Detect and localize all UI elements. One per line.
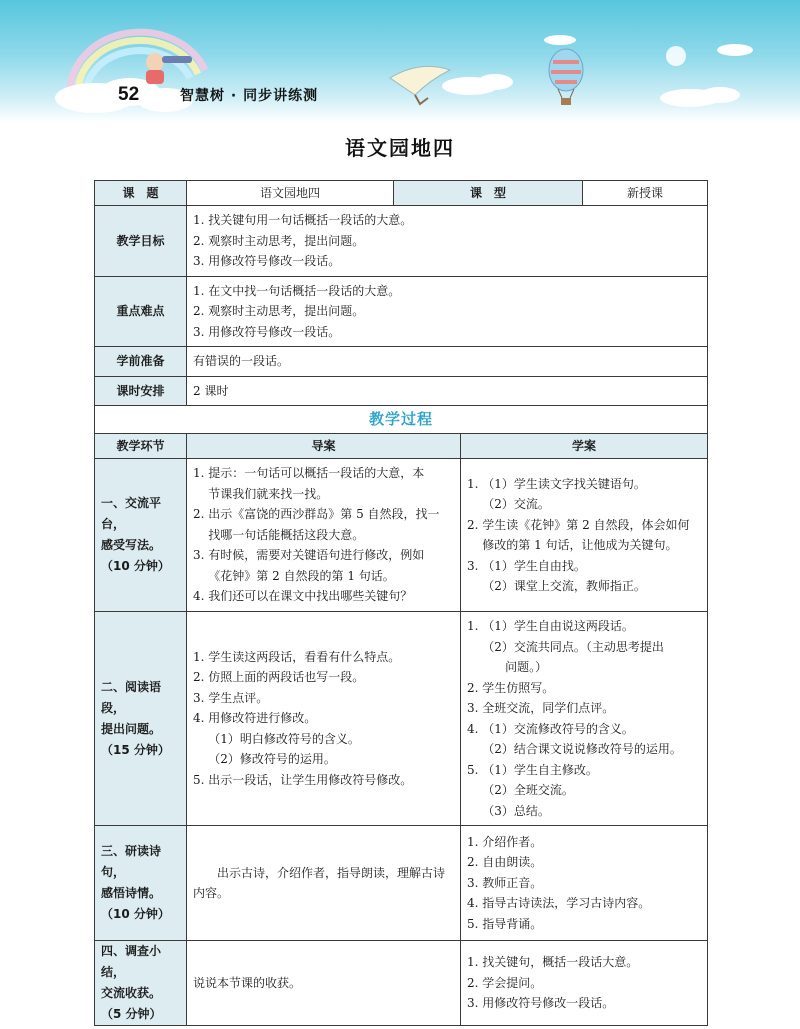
goals-list bbox=[187, 206, 708, 277]
process-title: 教学过程 bbox=[95, 406, 708, 434]
stage-row bbox=[95, 459, 708, 612]
study-cell bbox=[461, 459, 708, 612]
guide-line: 《花钟》第 2 自然段的第 1 句话。 bbox=[193, 568, 395, 583]
stage-subtitle: 感受写法。 bbox=[101, 538, 162, 552]
guide-line: 1. 提示：一句话可以概括一段话的大意，本 bbox=[193, 466, 425, 481]
study-line: （2）交流。 bbox=[467, 497, 550, 511]
study-line: （2）全班交流。 bbox=[467, 783, 574, 797]
hours-row bbox=[95, 376, 708, 406]
page-title: 语文园地四 bbox=[345, 136, 455, 160]
goal-item: 2. 观察时主动思考，提出问题。 bbox=[193, 233, 365, 248]
hours-value: 2 课时 bbox=[187, 376, 708, 406]
study-line: 5. 指导背诵。 bbox=[467, 916, 543, 931]
hot-air-balloon-icon bbox=[549, 49, 583, 105]
study-line: 1. 找关键句，概括一段话大意。 bbox=[467, 955, 639, 970]
study-line: （2）课堂上交流，教师指正。 bbox=[467, 579, 646, 593]
key-point-item: 2. 观察时主动思考，提出问题。 bbox=[193, 304, 365, 318]
guide-line: （2）修改符号的运用。 bbox=[193, 752, 336, 767]
study-line: 3. 教师正音。 bbox=[467, 875, 543, 890]
col-study-header: 学案 bbox=[461, 434, 708, 459]
key-points-list bbox=[187, 276, 708, 347]
stage-row bbox=[95, 941, 708, 1026]
guide-paragraph: 说说本节课的收获。 bbox=[193, 975, 302, 990]
guide-line: （1）明白修改符号的含义。 bbox=[193, 731, 360, 746]
key-points-label: 重点难点 bbox=[95, 276, 187, 347]
study-cell bbox=[461, 612, 708, 826]
study-line: 问题。） bbox=[467, 660, 548, 674]
guide-line: 3. 学生点评。 bbox=[193, 690, 269, 705]
stage-duration: （10 分钟） bbox=[101, 559, 170, 573]
topic-row bbox=[95, 181, 708, 206]
sun-icon bbox=[666, 46, 686, 66]
lesson-plan-table bbox=[94, 180, 708, 1026]
page-number: 52 bbox=[118, 84, 140, 105]
study-line: 2. 学会提问。 bbox=[467, 975, 543, 990]
stage-subtitle: 提出问题。 bbox=[101, 721, 162, 736]
study-line: 1. 介绍作者。 bbox=[467, 834, 543, 849]
stage-label bbox=[95, 941, 187, 1026]
key-point-item: 1. 在文中找一句话概括一段话的大意。 bbox=[193, 283, 401, 298]
study-line: 4. （1）交流修改符号的含义。 bbox=[467, 721, 634, 736]
study-line: 2. 学生读《花钟》第 2 自然段，体会如何 bbox=[467, 517, 690, 532]
study-line: 3. 全班交流，同学们点评。 bbox=[467, 701, 615, 715]
prep-label: 学前准备 bbox=[95, 347, 187, 377]
study-line: 2. 学生仿照写。 bbox=[467, 680, 555, 695]
guide-line: 3. 有时候，需要对关键语句进行修改，例如 bbox=[193, 548, 425, 563]
stage-duration: （15 分钟） bbox=[101, 742, 170, 757]
guide-line: 2. 仿照上面的两段话也写一段。 bbox=[193, 670, 365, 685]
stage-label bbox=[95, 826, 187, 941]
study-line: 修改的第 1 句话，让他成为关键句。 bbox=[467, 538, 678, 552]
stage-row bbox=[95, 826, 708, 941]
stage-title: 四、调查小结， bbox=[101, 944, 162, 979]
prep-value: 有错误的一段话。 bbox=[187, 347, 708, 377]
stage-title: 一、交流平台， bbox=[101, 496, 162, 531]
col-stage-header: 教学环节 bbox=[95, 434, 187, 459]
guide-paragraph: 出示古诗，介绍作者，指导朗读，理解古诗内容。 bbox=[193, 865, 446, 900]
topic-value: 语文园地四 bbox=[187, 181, 394, 206]
process-header-row bbox=[95, 434, 708, 459]
study-line: 2. 自由朗读。 bbox=[467, 855, 543, 870]
hours-label: 课时安排 bbox=[95, 376, 187, 406]
stage-label bbox=[95, 459, 187, 612]
guide-line: 4. 我们还可以在课文中找出哪些关键句？ bbox=[193, 589, 413, 604]
study-cell bbox=[461, 826, 708, 941]
glider-icon bbox=[390, 66, 450, 104]
key-point-item: 3. 用修改符号修改一段话。 bbox=[193, 324, 341, 339]
goals-label: 教学目标 bbox=[95, 206, 187, 277]
type-value: 新授课 bbox=[583, 181, 708, 206]
study-line: （2）交流共同点。（主动思考提出 bbox=[467, 639, 664, 654]
process-title-row bbox=[95, 406, 708, 434]
guide-line: 节课我们就来找一找。 bbox=[193, 486, 329, 501]
study-line: 5. （1）学生自主修改。 bbox=[467, 762, 598, 777]
goals-row bbox=[95, 206, 708, 277]
study-line: （2）结合课文说说修改符号的运用。 bbox=[467, 742, 682, 756]
guide-line: 4. 用修改符进行修改。 bbox=[193, 711, 317, 726]
study-line: 3. 用修改符号修改一段话。 bbox=[467, 996, 615, 1011]
goal-item: 1. 找关键句用一句话概括一段话的大意。 bbox=[193, 213, 413, 227]
topic-label: 课 题 bbox=[95, 181, 187, 206]
study-line: （3）总结。 bbox=[467, 803, 550, 818]
guide-line: 1. 学生读这两段话，看看有什么特点。 bbox=[193, 649, 401, 664]
guide-cell bbox=[187, 612, 461, 826]
stage-title: 二、阅读语段， bbox=[101, 679, 162, 715]
series-title: 智慧树 · 同步讲练测 bbox=[180, 88, 319, 104]
prep-row bbox=[95, 347, 708, 377]
study-line: 4. 指导古诗读法，学习古诗内容。 bbox=[467, 896, 651, 911]
col-guide-header: 导案 bbox=[187, 434, 461, 459]
stage-label bbox=[95, 612, 187, 826]
study-line: 1. （1）学生自由说这两段话。 bbox=[467, 619, 634, 633]
type-label: 课 型 bbox=[394, 181, 583, 206]
stage-duration: （10 分钟） bbox=[101, 907, 170, 921]
stage-subtitle: 感悟诗情。 bbox=[101, 886, 162, 900]
stage-row bbox=[95, 612, 708, 826]
stage-duration: （5 分钟） bbox=[101, 1007, 162, 1021]
guide-line: 找哪一句话能概括这段大意。 bbox=[193, 527, 365, 542]
study-line: 1. （1）学生读文字找关键语句。 bbox=[467, 476, 646, 491]
stage-subtitle: 交流收获。 bbox=[101, 986, 162, 1000]
goal-item: 3. 用修改符号修改一段话。 bbox=[193, 254, 341, 268]
study-cell bbox=[461, 941, 708, 1026]
stage-title: 三、研读诗句， bbox=[101, 844, 162, 879]
guide-cell bbox=[187, 826, 461, 941]
guide-line: 2. 出示《富饶的西沙群岛》第 5 自然段，找一 bbox=[193, 507, 440, 522]
guide-line: 5. 出示一段话，让学生用修改符号修改。 bbox=[193, 772, 413, 787]
guide-cell bbox=[187, 941, 461, 1026]
study-line: 3. （1）学生自由找。 bbox=[467, 558, 586, 573]
key-points-row bbox=[95, 276, 708, 347]
guide-cell bbox=[187, 459, 461, 612]
